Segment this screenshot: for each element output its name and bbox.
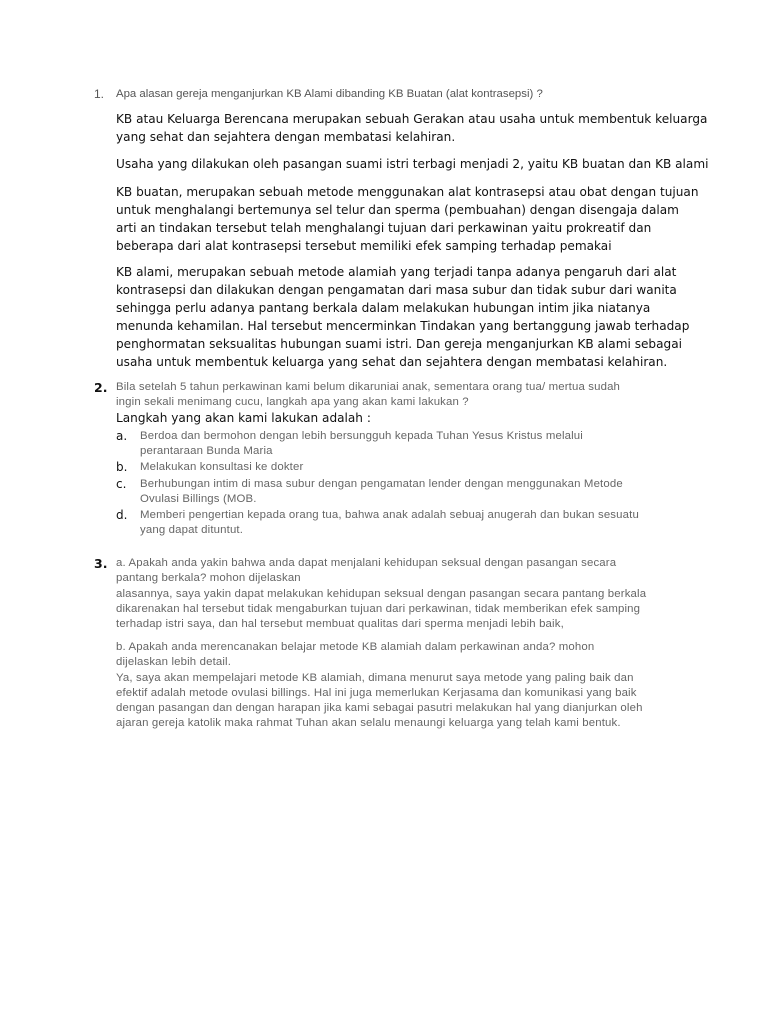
q2-item-b [140,460,303,475]
text-line: Bila setelah 5 tahun perkawinan kami belum dikaruniai anak, sementara orang tua/ mertua sudah [116,381,621,393]
text-line: dikarenakan hal tersebut tidak mengaburkan tujuan dari perkawinan, tidak memberikan efek samping [116,602,641,615]
text-line: b. Apakah anda merencanakan belajar metode KB alamiah dalam perkawinan anda? mohon [116,641,595,653]
text-line: dengan pasangan dan dengan harapan jika kami sebagai pasutri melakukan hal yang dianjurkan oleh [116,702,643,715]
q2-intro: Langkah yang akan kami lakukan adalah : [116,411,371,425]
q1-question: Apa alasan gereja menganjurkan KB Alami dibanding KB Buatan (alat kontrasepsi) ? [116,88,543,100]
text-line: untuk menghalangi bertemunya sel telur dan sperma (pembuahan) dengan disengaja dalam [116,203,679,217]
q2-item-d [140,508,639,539]
text-line: arti an tindakan tersebut telah menghalangi tujuan dari perkawinan yaitu prokreatif dan [116,221,652,235]
q1-number: 1. [94,87,105,101]
text-line: Ovulasi Billings (MOB. [140,493,257,506]
text-line: ingin sekali menimang cucu, langkah apa yang akan kami lakukan ? [116,396,469,409]
text-line: KB alami, merupakan sebuah metode alamiah yang terjadi tanpa adanya pengaruh dari alat [116,265,677,279]
text-line: penghormatan seksualitas hubungan suami istri. Dan gereja menganjurkan KB alami sebagai [116,337,682,351]
q3-part-a [116,556,646,632]
text-line: menunda kehamilan. Hal tersebut mencerminkan Tindakan yang bertanggung jawab terhadap [116,319,690,333]
text-line: terhadap istri saya, dan hal tersebut membuat qualitas dari sperma menjadi lebih baik, [116,618,564,631]
q2-item-c [140,477,623,508]
q1-paragraph-2 [116,155,708,173]
text-line: Melakukan konsultasi ke dokter [140,461,304,473]
text-line: sehingga perlu adanya pantang berkala dalam melakukan hubungan intim jika niatanya [116,301,651,315]
text-line: yang dapat dituntut. [140,524,244,537]
text-line: a. Apakah anda yakin bahwa anda dapat menjalani kehidupan seksual dengan pasangan secara [116,557,617,569]
q3-number: 3. [94,556,108,571]
q1-paragraph-1 [116,110,707,146]
text-line: KB atau Keluarga Berencana merupakan sebuah Gerakan atau usaha untuk membentuk keluarga [116,112,708,126]
text-line: perantaraan Bunda Maria [140,445,273,458]
text-line: beberapa dari alat kontrasepsi tersebut memiliki efek samping terhadap pemakai [116,239,612,253]
q2-number: 2. [94,380,108,395]
text-line: efektif adalah metode ovulasi billings. Hal ini juga memerlukan Kerjasama dan komunikasi yang baik [116,686,637,699]
text-line: yang sehat dan sejahtera dengan membatasi kelahiran. [116,130,456,144]
text-line: alasannya, saya yakin dapat melakukan kehidupan seksual dengan pasangan secara pantang berkala [116,587,647,600]
text-line: ajaran gereja katolik maka rahmat Tuhan akan selalu menaungi keluarga yang telah kami bentuk. [116,717,621,730]
q3-part-b [116,640,643,732]
text-line: Ya, saya akan mempelajari metode KB alamiah, dimana menurut saya metode yang paling baik dan [116,671,634,684]
text-line: usaha untuk membentuk keluarga yang sehat dan sejahtera dengan membatasi kelahiran. [116,355,668,369]
q2-item-a-letter: a. [116,429,128,443]
text-line: Memberi pengertian kepada orang tua, bahwa anak adalah sebuaj anugerah dan bukan sesuatu [140,509,639,521]
text-line: kontrasepsi dan dilakukan dengan pengamatan dari masa subur dan tidak subur dari wanita [116,283,677,297]
q1-paragraph-3 [116,183,699,255]
q2-question [116,380,620,411]
q1-paragraph-4 [116,263,689,371]
text-line: KB buatan, merupakan sebuah metode menggunakan alat kontrasepsi atau obat dengan tujuan [116,185,699,199]
q2-item-a [140,429,583,460]
text-line: Berdoa dan bermohon dengan lebih bersungguh kepada Tuhan Yesus Kristus melalui [140,430,583,442]
q2-item-d-letter: d. [116,508,128,522]
q2-item-c-letter: c. [116,477,127,491]
text-line: dijelaskan lebih detail. [116,656,232,669]
text-line: Berhubungan intim di masa subur dengan pengamatan lender dengan menggunakan Metode [140,478,623,490]
text-line: pantang berkala? mohon dijelaskan [116,572,301,585]
q2-item-b-letter: b. [116,460,128,474]
text-line: Usaha yang dilakukan oleh pasangan suami istri terbagi menjadi 2, yaitu KB buatan dan KB alami [116,157,709,171]
